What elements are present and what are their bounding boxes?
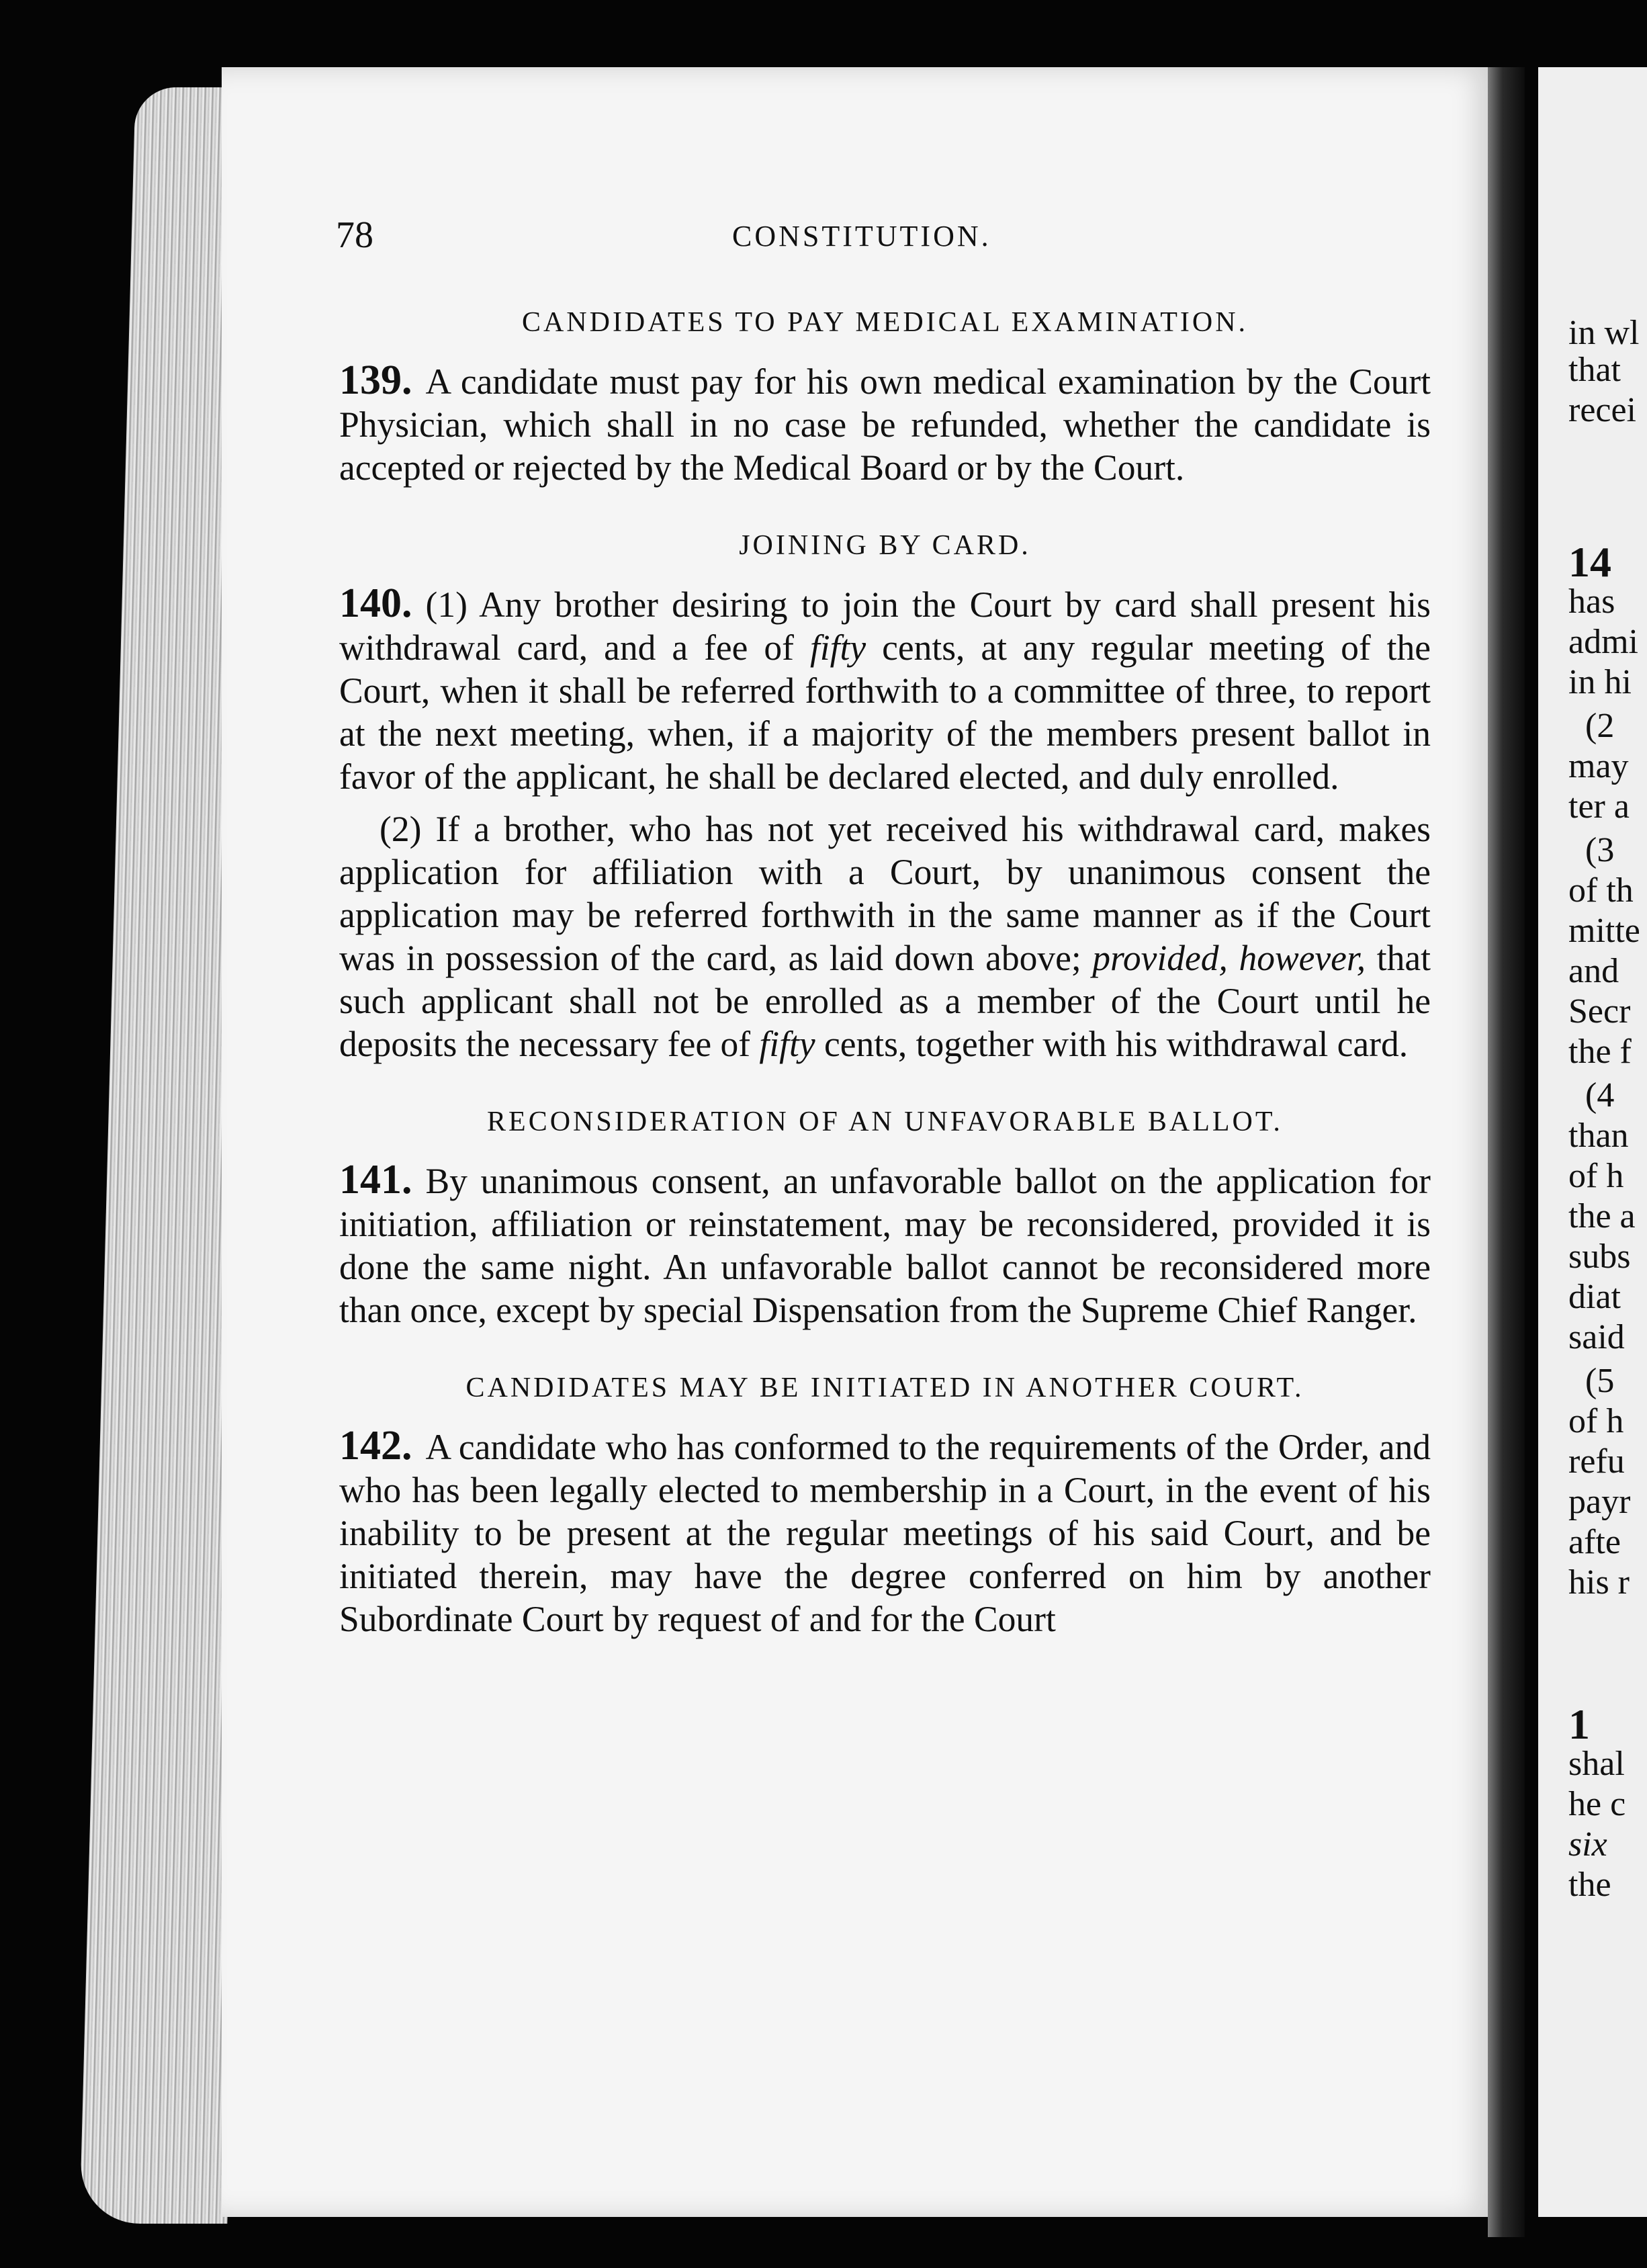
right-page-fragment: diat (1568, 1278, 1621, 1316)
right-page-fragment: payr (1568, 1483, 1631, 1521)
right-page-fragment: mitte (1568, 912, 1640, 950)
right-page-fragment: the a (1568, 1197, 1636, 1235)
right-page-fragment: may (1568, 747, 1629, 785)
right-page-fragment: recei (1568, 391, 1637, 429)
right-page-fragment: in wl (1568, 314, 1640, 352)
section-subparagraph (339, 808, 1431, 1065)
section-heading: CANDIDATES MAY BE INITIATED IN ANOTHER COURT. (465, 1372, 1304, 1403)
book-gutter (1488, 67, 1525, 2237)
right-page-fragment: his r (1568, 1563, 1630, 1602)
section-heading: RECONSIDERATION OF AN UNFAVORABLE BALLOT. (487, 1106, 1283, 1137)
section-paragraph (339, 1424, 1431, 1641)
paragraph-text: A candidate who has conformed to the requirements of the Order, and who has been legally elected to membership in a Court, in the event of his inability to be present at the regular meetings of his said Court, and be initiated therein, may have the degree conferred on him by another Subordinate Court by request of and for the Court (339, 1427, 1431, 1639)
right-page-fragment: (5 (1585, 1362, 1615, 1400)
page-number: 78 (336, 214, 373, 256)
paragraph-text: (2) If a brother, who has not yet received his withdrawal card, makes application for affiliation with a Court, by unanimous consent the application may be referred forthwith in the same manner as if the Court was in possession of the card, as laid down above; (339, 809, 1431, 978)
right-page-fragment: he c (1568, 1785, 1626, 1823)
right-page-fragment: than (1568, 1117, 1629, 1155)
right-page-fragment: shal (1568, 1745, 1625, 1783)
section-paragraph (339, 582, 1431, 798)
right-page-fragment: the f (1568, 1033, 1632, 1071)
paragraph-text: A candidate must pay for his own medical examination by the Court Physician, which shall in no case be refunded, whether the candidate is accepted or rejected by the Medical Board or by the Court. (339, 361, 1431, 488)
right-page-fragment: admi (1568, 623, 1638, 661)
section-number: 139. (339, 357, 412, 403)
right-page-fragment: subs (1568, 1237, 1631, 1276)
right-page-fragment: in hi (1568, 663, 1632, 701)
right-page-fragment: 1 (1568, 1700, 1590, 1748)
right-page-fragment: afte (1568, 1523, 1621, 1561)
right-page-fragment: Secr (1568, 992, 1631, 1031)
right-page-fragment: the (1568, 1866, 1611, 1904)
right-page-fragment: (2 (1585, 707, 1615, 745)
right-page-fragment: that (1568, 351, 1621, 389)
page-body (339, 296, 1431, 1670)
section-paragraph (339, 1158, 1431, 1332)
italic-text: provided, however, (1092, 938, 1366, 978)
right-page-fragment: (3 (1585, 831, 1615, 869)
paragraph-text: cents, at any regular meeting of the Court, when it shall be referred forthwith to a committee of three, to report at the next meeting, when, if a majority of the members present ballot in favor of the applicant, he shall be declared elected, and duly enrolled. (339, 627, 1431, 797)
right-page-fragment: six (1568, 1825, 1607, 1864)
right-page-fragment: and (1568, 952, 1619, 990)
right-page-fragment: said (1568, 1318, 1625, 1356)
section-number: 140. (339, 580, 412, 626)
italic-text: fifty (809, 627, 866, 668)
paragraph-text: cents, together with his withdrawal card. (815, 1024, 1409, 1064)
right-page-fragment: of th (1568, 871, 1634, 910)
section-paragraph (339, 359, 1431, 489)
right-page-cropped (1538, 67, 1647, 2217)
paragraph-text: By unanimous consent, an unfavorable ballot on the application for initiation, affiliation or reinstatement, may be reconsidered, provided it is done the same night. An unfavorable ballot cannot be reconsidered more than once, except by special Dispensation from the Supreme Chief Ranger. (339, 1161, 1431, 1330)
italic-text: fifty (759, 1024, 815, 1064)
running-head: CONSTITUTION. (732, 220, 991, 253)
section-number: 141. (339, 1157, 412, 1203)
paragraph-text: (1) Any brother desiring to join the Court by card shall present his withdrawal card, and a fee of (339, 584, 1431, 668)
page-header (336, 214, 1437, 261)
right-page-fragment: refu (1568, 1442, 1625, 1481)
section-number: 142. (339, 1423, 412, 1469)
right-page-fragment: has (1568, 582, 1615, 621)
right-page-fragment: 14 (1568, 538, 1611, 586)
right-page-fragment: of h (1568, 1402, 1624, 1440)
right-page-fragment: (4 (1585, 1076, 1615, 1115)
section-heading: CANDIDATES TO PAY MEDICAL EXAMINATION. (521, 307, 1249, 338)
right-page-fragment: of h (1568, 1157, 1624, 1195)
right-page-fragment: ter a (1568, 787, 1630, 826)
section-heading: JOINING BY CARD. (739, 530, 1031, 561)
paragraph-text: that such applicant shall not be enrolled as a member of the Court until he deposits the necessary fee of (339, 938, 1431, 1064)
